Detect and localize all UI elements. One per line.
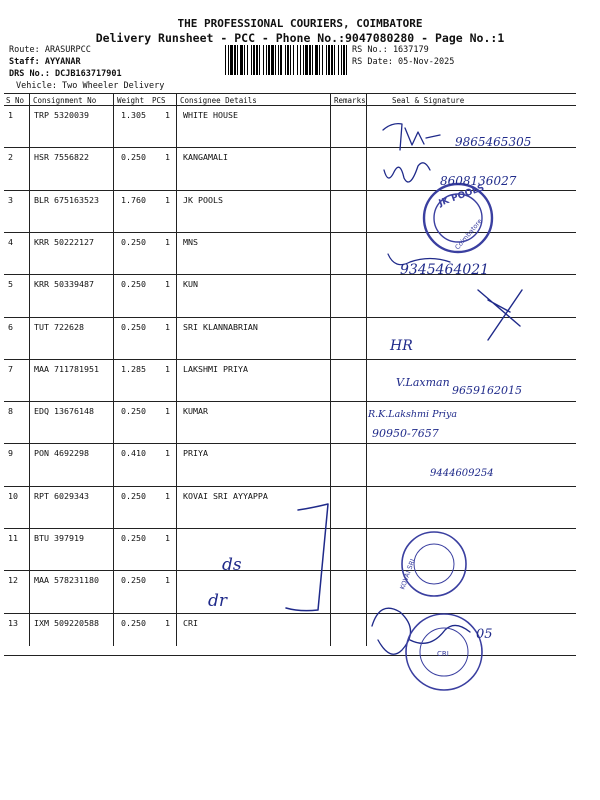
cell-weight: 0.250 [121,236,146,247]
barcode-bar [253,45,255,75]
barcode-bar [300,45,301,75]
barcode-bar [341,45,342,75]
cell-pcs: 1 [165,194,170,205]
barcode-bar [266,45,267,75]
barcode-bar [268,45,270,75]
barcode-bar [326,45,327,75]
handwritten-text-row-11: ds [222,555,242,575]
barcode-bar [287,45,289,75]
cell-consignee: KOVAI SRI AYYAPPA [183,490,268,501]
barcode-bar [290,45,291,75]
barcode [225,45,347,75]
vehicle-label: Vehicle: Two Wheeler Delivery [16,81,165,91]
col-divider [330,93,331,646]
jk-pools-stamp-inner [434,194,482,242]
cell-consignee: SRI KLANNABRIAN [183,321,258,332]
barcode-bar [328,45,330,75]
row-rule [4,359,576,360]
cell-sno: 10 [8,490,18,501]
cell-consignment: BTU 397919 [34,533,84,543]
barcode-bar [312,45,313,75]
cell-consignment: MAA 711781951 [34,363,99,374]
barcode-bar [331,45,333,75]
signature-row-13 [372,608,470,654]
cri-stamp-inner [420,628,468,676]
handwritten-text-row-6: HR [390,338,413,354]
barcode-bar [271,45,274,75]
stamp-text-jk-pools: JK POOLS [437,183,486,209]
row-rule [4,528,576,529]
cell-sno: 6 [8,321,13,332]
handwritten-text-row-12: dr [208,591,228,611]
cell-sno: 1 [8,110,13,120]
cell-weight: 0.410 [121,448,146,459]
barcode-bar [297,45,298,75]
barcode-bar [251,45,252,75]
col-divider [176,93,177,646]
cell-weight: 1.285 [121,363,146,374]
barcode-bar [244,45,245,75]
cell-consignee: PRIYA [183,448,208,459]
cell-pcs: 1 [165,533,170,543]
row-rule [4,274,576,275]
barcode-bar [247,45,248,75]
company-title: THE PROFESSIONAL COURIERS, COIMBATORE [177,17,423,30]
cell-sno: 5 [8,279,13,290]
cri-stamp [406,614,482,690]
cell-pcs: 1 [165,617,170,628]
barcode-bar [315,45,318,75]
col-divider [366,93,367,646]
cell-weight: 0.250 [121,321,146,332]
kovai-stamp [402,532,466,596]
handwritten-phone-row-4: 9345464021 [400,262,490,278]
row-rule [4,613,576,614]
col-header-remarks: Remarks [334,96,366,105]
cell-pcs: 1 [165,279,170,290]
cell-consignment: IXM 509220588 [34,617,99,628]
cell-consignee: MNS [183,236,198,247]
bracket-mark [286,504,328,611]
cell-sno: 8 [8,406,13,417]
handwritten-phone-row-8: 90950-7657 [372,427,439,440]
cell-consignment: KRR 50339487 [34,279,94,290]
row-rule [4,486,576,487]
cell-sno: 13 [8,617,18,628]
row-rule [4,570,576,571]
row-rule [4,232,576,233]
col-header-consignee: Consignee Details [180,96,257,105]
barcode-bar [338,45,339,75]
cell-weight: 0.250 [121,575,146,586]
barcode-bar [256,45,258,75]
signature-row-4 [388,254,450,265]
jk-pools-stamp [424,184,492,252]
cell-consignment: HSR 7556822 [34,152,89,163]
signature-row-5 [478,290,522,340]
drs-number: DRS No.: DCJB163717901 [9,69,122,79]
cell-sno: 9 [8,448,13,459]
cell-weight: 1.305 [121,110,146,120]
barcode-bar [259,45,260,75]
cell-sno: 12 [8,575,18,586]
cell-pcs: 1 [165,575,170,586]
barcode-bar [225,45,226,75]
handwritten-phone-row-1: 9865465305 [455,135,532,149]
barcode-bar [309,45,311,75]
rs-date: RS Date: 05-Nov-2025 [352,57,455,67]
cell-consignment: TUT 722628 [34,321,84,332]
cell-consignee: LAKSHMI PRIYA [183,363,248,374]
cell-consignment: KRR 50222127 [34,236,94,247]
cell-pcs: 1 [165,406,170,417]
cell-pcs: 1 [165,110,170,120]
barcode-bar [280,45,282,75]
row-rule [4,401,576,402]
col-header-sno: S No [6,96,25,105]
cell-pcs: 1 [165,236,170,247]
barcode-bar [240,45,243,75]
cell-sno: 7 [8,363,13,374]
cell-pcs: 1 [165,490,170,501]
barcode-bar [343,45,345,75]
row-rule [4,147,576,148]
cell-consignee: KUN [183,279,198,290]
stamp-text-kovai: KOVAI SRI [398,557,417,591]
barcode-bar [334,45,335,75]
cell-weight: 0.250 [121,279,146,290]
cell-weight: 0.250 [121,617,146,628]
cell-consignment: EDQ 13676148 [34,406,94,417]
barcode-bar [263,45,264,75]
cell-pcs: 1 [165,152,170,163]
route-label: Route: ARASURPCC [9,45,91,55]
rs-number: RS No.: 1637179 [352,45,429,55]
cell-weight: 0.250 [121,533,146,543]
kovai-stamp-inner [414,544,454,584]
cell-consignee: CRI [183,617,198,628]
runsheet-subtitle: Delivery Runsheet - PCC - Phone No.:9047080280 - Page No.:1 [95,31,505,45]
cell-weight: 0.250 [121,406,146,417]
handwritten-phone-row-9: 9444609254 [430,468,494,479]
col-header-weight: Weight [117,96,145,105]
row-rule [4,655,576,656]
cell-weight: 1.760 [121,194,146,205]
barcode-bar [278,45,279,75]
barcode-bar [234,45,236,75]
barcode-bar [275,45,276,75]
handwritten-date-row-13: 05 [476,627,493,642]
cell-consignee: WHITE HOUSE [183,110,238,120]
cell-consignment: TRP 5320039 [34,110,89,120]
cell-consignment: RPT 6029343 [34,490,89,501]
barcode-bar [285,45,286,75]
barcode-bar [322,45,323,75]
col-header-seal: Seal & Signature [392,96,465,105]
handwritten-name-row-7: V.Laxman [396,376,450,389]
barcode-bar [230,45,233,75]
barcode-bar [319,45,320,75]
cell-consignee: KANGAMALI [183,152,228,163]
cell-consignee: JK POOLS [183,194,223,205]
col-divider [29,93,30,646]
cell-pcs: 1 [165,321,170,332]
cell-sno: 2 [8,152,13,163]
row-rule [4,190,576,191]
barcode-bar [293,45,294,75]
col-divider [113,93,114,646]
cell-weight: 0.250 [121,152,146,163]
cell-weight: 0.250 [121,490,146,501]
handwritten-phone-row-2: 8608136027 [440,174,517,188]
barcode-bar [303,45,304,75]
cell-consignment: BLR 675163523 [34,194,99,205]
barcode-bar [237,45,238,75]
barcode-bar [346,45,347,75]
cell-pcs: 1 [165,363,170,374]
barcode-bar [305,45,308,75]
stamp-text-cri: CRI [437,650,449,658]
handwritten-name-row-8: R.K.Lakshmi Priya [368,409,458,420]
handwritten-phone-row-7: 9659162015 [452,384,522,397]
table-header-rule [4,105,576,106]
staff-label: Staff: AYYANAR [9,57,81,67]
cell-sno: 4 [8,236,13,247]
cell-consignee: KUMAR [183,406,208,417]
row-rule [4,317,576,318]
table-top-rule [4,93,576,94]
cell-consignment: MAA 578231180 [34,575,99,586]
cell-pcs: 1 [165,448,170,459]
row-rule [4,443,576,444]
stamp-text-coimbatore: Coimbatore [453,217,484,252]
signature-row-2 [384,163,430,182]
col-header-consignment: Consignment No [33,96,97,105]
barcode-bar [228,45,229,75]
col-header-pcs: PCS [152,96,166,105]
cell-consignment: PON 4692298 [34,448,89,459]
cell-sno: 11 [8,533,18,543]
cell-sno: 3 [8,194,13,205]
